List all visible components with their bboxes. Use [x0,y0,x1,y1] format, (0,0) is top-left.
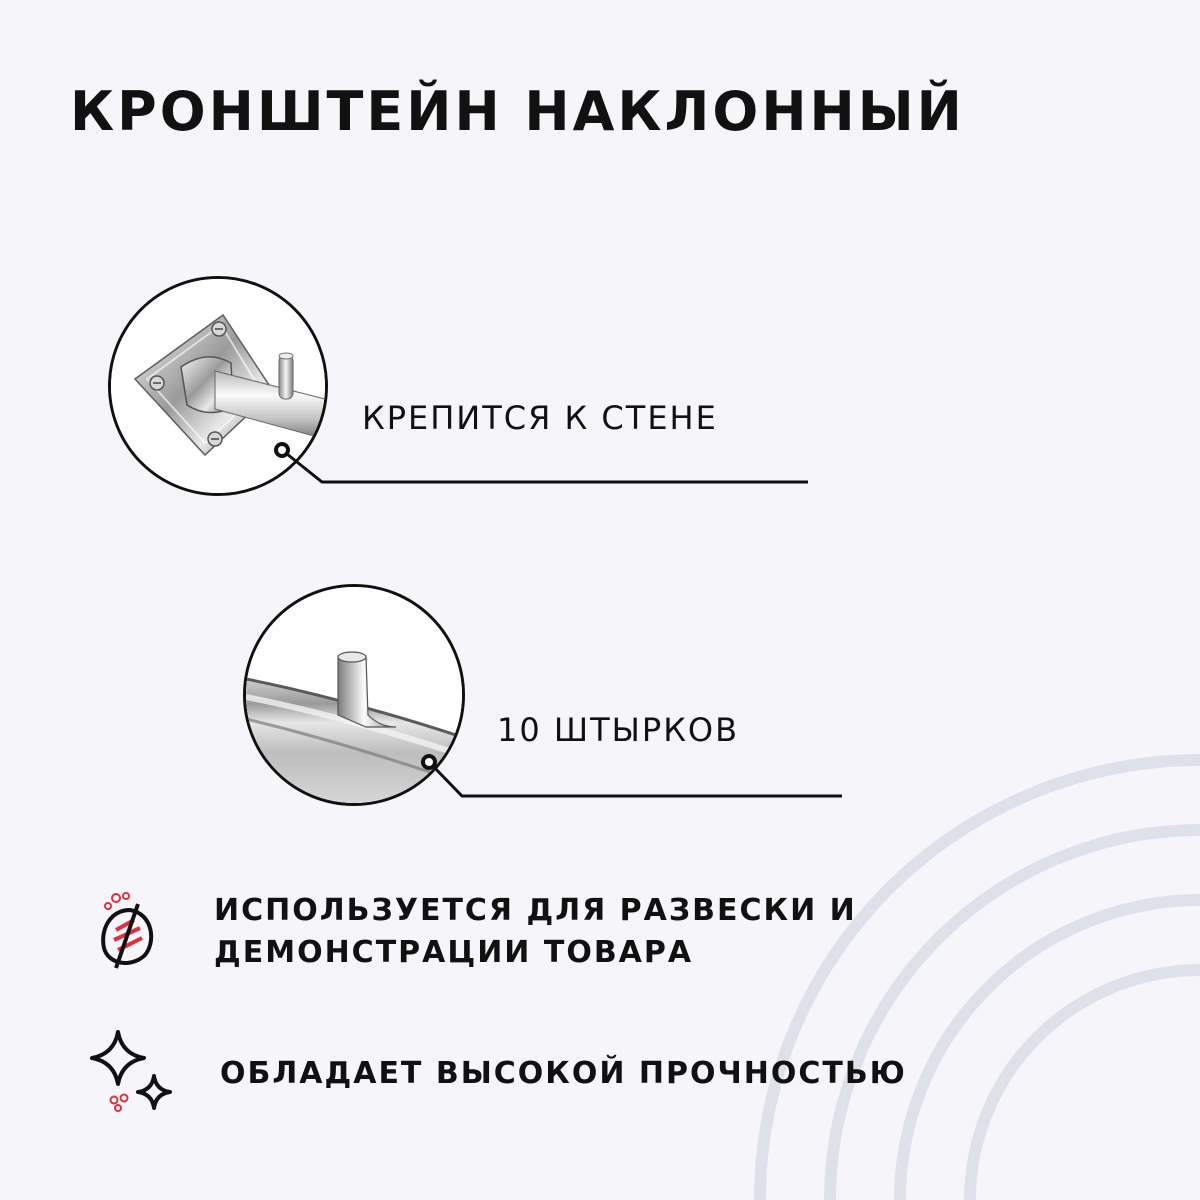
hanger-tag-icon [90,890,164,974]
feature-high-strength [84,1026,907,1122]
callout-label-wall-mount: КРЕПИТСЯ К СТЕНЕ [362,399,718,437]
callout-label-pins: 10 ШТЫРКОВ [497,711,740,749]
wall-mount-closeup-image [108,276,328,496]
feature-display-goods [90,890,914,974]
pin-closeup-image [243,584,465,806]
feature-text-display-goods: ИСПОЛЬЗУЕТСЯ ДЛЯ РАЗВЕСКИ И ДЕМОНСТРАЦИИ ТОВАРА [214,893,857,970]
sparkle-icon [84,1026,176,1122]
feature-text-high-strength: ОБЛАДАЕТ ВЫСОКОЙ ПРОЧНОСТЬЮ [220,1056,907,1091]
page-title: КРОНШТЕЙН НАКЛОННЫЙ [70,80,965,143]
